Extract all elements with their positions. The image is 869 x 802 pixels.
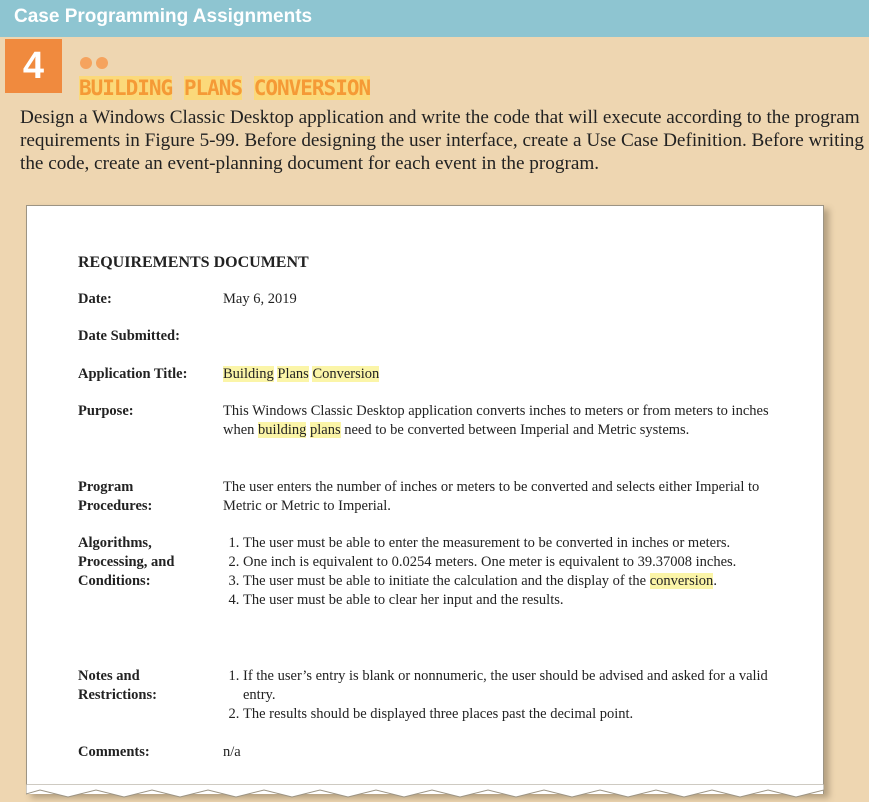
purpose-text-pre: This Windows Classic Desktop application converts inches to meters or from meters to inches when — [223, 403, 769, 438]
algorithms-label — [78, 534, 174, 591]
difficulty-dot-icon — [80, 57, 92, 69]
list-item: 1. If the user’s entry is blank or nonnumeric, the user should be advised and asked for a valid entry. — [243, 667, 783, 705]
date-value: May 6, 2019 — [223, 291, 297, 307]
case-title-word: CONVERSION — [253, 76, 371, 100]
comments-value: n/a — [223, 744, 241, 760]
list-item: 1. The user must be able to enter the measurement to be converted in inches or meters. — [243, 534, 783, 553]
notes-label-line: Restrictions: — [78, 687, 157, 703]
algorithms-label-line: Conditions: — [78, 573, 151, 589]
document-heading: REQUIREMENTS DOCUMENT — [78, 254, 309, 271]
list-item: 4. The user must be able to clear her input and the results. — [243, 591, 783, 610]
requirements-document — [26, 205, 824, 794]
torn-paper-edge — [26, 784, 824, 802]
list-item: 3. The user must be able to initiate the calculation and the display of the conversion. — [243, 572, 783, 591]
case-title-word: PLANS — [183, 76, 243, 100]
algorithms-label-line: Algorithms, — [78, 535, 152, 551]
notes-list — [223, 667, 783, 724]
procedures-value: The user enters the number of inches or meters to be converted and selects either Imperial to Metric or Metric to Imperial. — [223, 479, 760, 514]
case-intro: Design a Windows Classic Desktop application and write the code that will execute according to the program requirements in Figure 5-99. Before designing the user interface, create a Use Case Definition. Before writing the code, create an event-planning document for each event in the program. — [20, 107, 864, 174]
purpose-highlight-building: building — [258, 422, 307, 438]
list-item: 2. One inch is equivalent to 0.0254 meters. One meter is equivalent to 39.37008 inches. — [243, 553, 783, 572]
case-number-badge: 4 — [5, 39, 62, 93]
case-title-word: BUILDING — [79, 76, 173, 100]
app-title-word: Plans — [277, 366, 309, 382]
difficulty-dot-icon — [96, 57, 108, 69]
section-banner — [0, 0, 869, 37]
procedures-label — [78, 478, 152, 516]
purpose-label: Purpose: — [78, 403, 134, 419]
procedures-label-line: Procedures: — [78, 498, 153, 514]
comments-label: Comments: — [78, 744, 150, 760]
purpose-highlight-plans: plans — [310, 422, 341, 438]
case-title — [79, 76, 370, 100]
conversion-highlight: conversion — [649, 573, 714, 589]
procedures-label-line: Program — [78, 479, 134, 495]
algorithms-list — [223, 534, 783, 610]
banner-title: Case Programming Assignments — [14, 6, 313, 27]
purpose-text-post: need to be converted between Imperial and Metric systems. — [344, 422, 690, 438]
algorithm-3-text: The user must be able to initiate the calculation and the display of the — [243, 573, 647, 589]
notes-label-line: Notes and — [78, 668, 140, 684]
notes-label — [78, 667, 157, 705]
purpose-value — [223, 402, 783, 440]
difficulty-dots — [80, 56, 112, 74]
date-label: Date: — [78, 291, 112, 307]
app-title-word: Building — [223, 366, 274, 382]
date-submitted-label: Date Submitted: — [78, 328, 180, 344]
algorithms-label-line: Processing, and — [78, 554, 175, 570]
list-item: 2. The results should be displayed three places past the decimal point. — [243, 705, 783, 724]
app-title-word: Conversion — [312, 366, 380, 382]
app-title-label: Application Title: — [78, 366, 188, 382]
app-title-value — [223, 365, 783, 384]
